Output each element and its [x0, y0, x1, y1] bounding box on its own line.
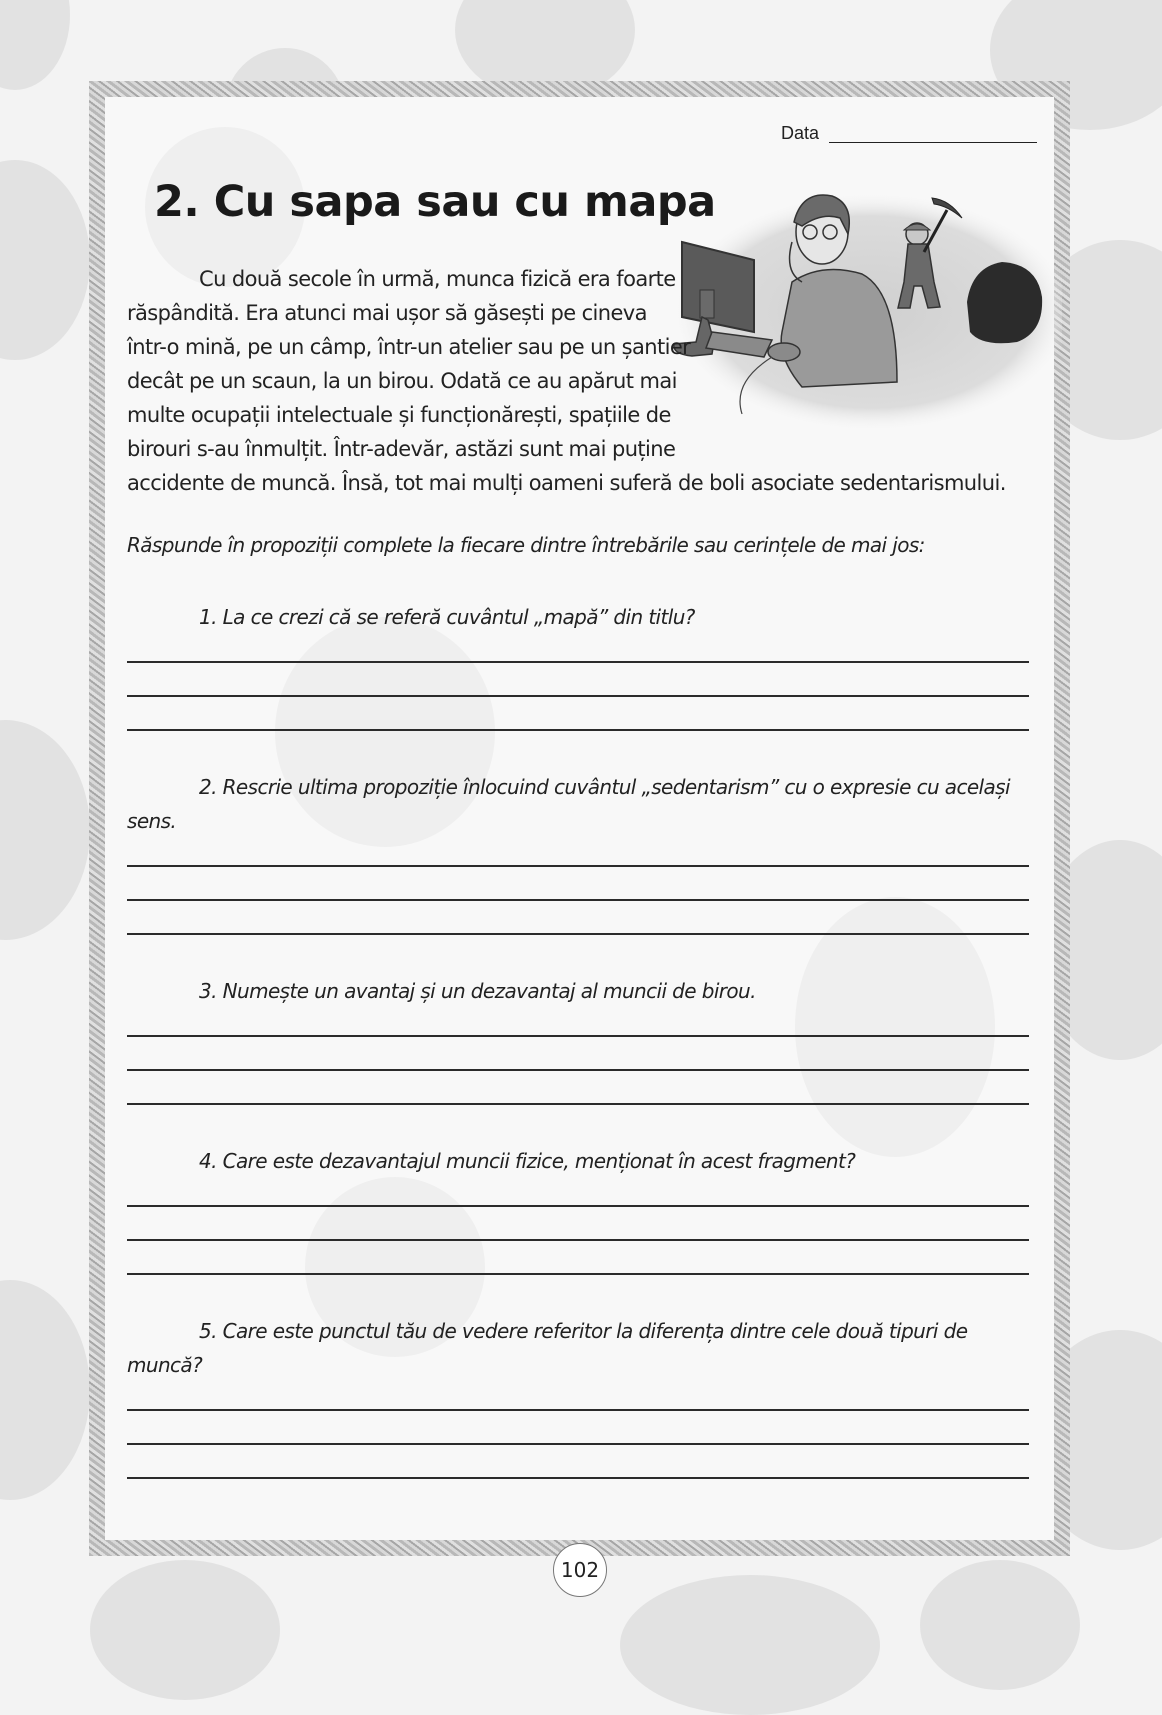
background-circle: [920, 1560, 1080, 1690]
reading-passage: [127, 262, 1047, 500]
background-circle: [0, 1280, 90, 1500]
background-circle: [0, 0, 70, 90]
panel-watermark-circle: [795, 897, 995, 1157]
answer-line[interactable]: [127, 729, 1029, 731]
passage-line: într-o mină, pe un câmp, într-un atelier sau pe un șantier: [127, 335, 691, 359]
page-title: 2. Cu sapa sau cu mapa: [154, 177, 716, 227]
question-4: [127, 1144, 1032, 1178]
answer-line[interactable]: [127, 899, 1029, 901]
question-text: muncă?: [127, 1353, 203, 1377]
page-number-badge: [553, 1543, 607, 1597]
answer-line[interactable]: [127, 1477, 1029, 1479]
answer-line[interactable]: [127, 1205, 1029, 1207]
question-3: [127, 974, 1032, 1008]
instructions-text: Răspunde în propoziții complete la fiecare dintre întrebările sau cerințele de mai jos:: [127, 533, 925, 557]
answer-line[interactable]: [127, 1409, 1029, 1411]
question-text: 4. Care este dezavantajul muncii fizice, menționat în acest fragment?: [199, 1149, 856, 1173]
question-text: 1. La ce crezi că se referă cuvântul „mapă” din titlu?: [199, 605, 695, 629]
passage-line: răspândită. Era atunci mai ușor să găsești pe cineva: [127, 301, 647, 325]
answer-line[interactable]: [127, 1443, 1029, 1445]
passage-line: birouri s-au înmulțit. Într-adevăr, astăzi sunt mai puține: [127, 437, 676, 461]
answer-line[interactable]: [127, 1069, 1029, 1071]
passage-line: multe ocupații intelectuale și funcționărești, spațiile de: [127, 403, 671, 427]
answer-line[interactable]: [127, 865, 1029, 867]
question-2: [127, 770, 1032, 838]
background-circle: [0, 720, 90, 940]
question-text: 2. Rescrie ultima propoziție înlocuind cuvântul „sedentarism” cu o expresie cu același: [199, 775, 1010, 799]
answer-line[interactable]: [127, 933, 1029, 935]
passage-line: accidente de muncă. Însă, tot mai mulți oameni suferă de boli asociate sedentarismului.: [127, 471, 1006, 495]
background-circle: [620, 1575, 880, 1715]
question-1: [127, 600, 1032, 634]
background-circle: [0, 160, 90, 360]
question-text: 5. Care este punctul tău de vedere referitor la diferența dintre cele două tipuri de: [199, 1319, 968, 1343]
answer-line[interactable]: [127, 695, 1029, 697]
question-5: [127, 1314, 1032, 1382]
question-text: 3. Numește un avantaj și un dezavantaj al muncii de birou.: [199, 979, 756, 1003]
background-circle: [90, 1560, 280, 1700]
page-number: 102: [560, 1558, 600, 1582]
date-label: Data: [781, 123, 820, 143]
answer-line[interactable]: [127, 1103, 1029, 1105]
answer-line[interactable]: [127, 661, 1029, 663]
passage-line: decât pe un scaun, la un birou. Odată ce au apărut mai: [127, 369, 677, 393]
answer-line[interactable]: [127, 1273, 1029, 1275]
answer-line[interactable]: [127, 1239, 1029, 1241]
question-text: sens.: [127, 809, 177, 833]
passage-line: Cu două secole în urmă, munca fizică era foarte: [199, 267, 676, 291]
date-input-line[interactable]: [829, 142, 1037, 143]
answer-line[interactable]: [127, 1035, 1029, 1037]
